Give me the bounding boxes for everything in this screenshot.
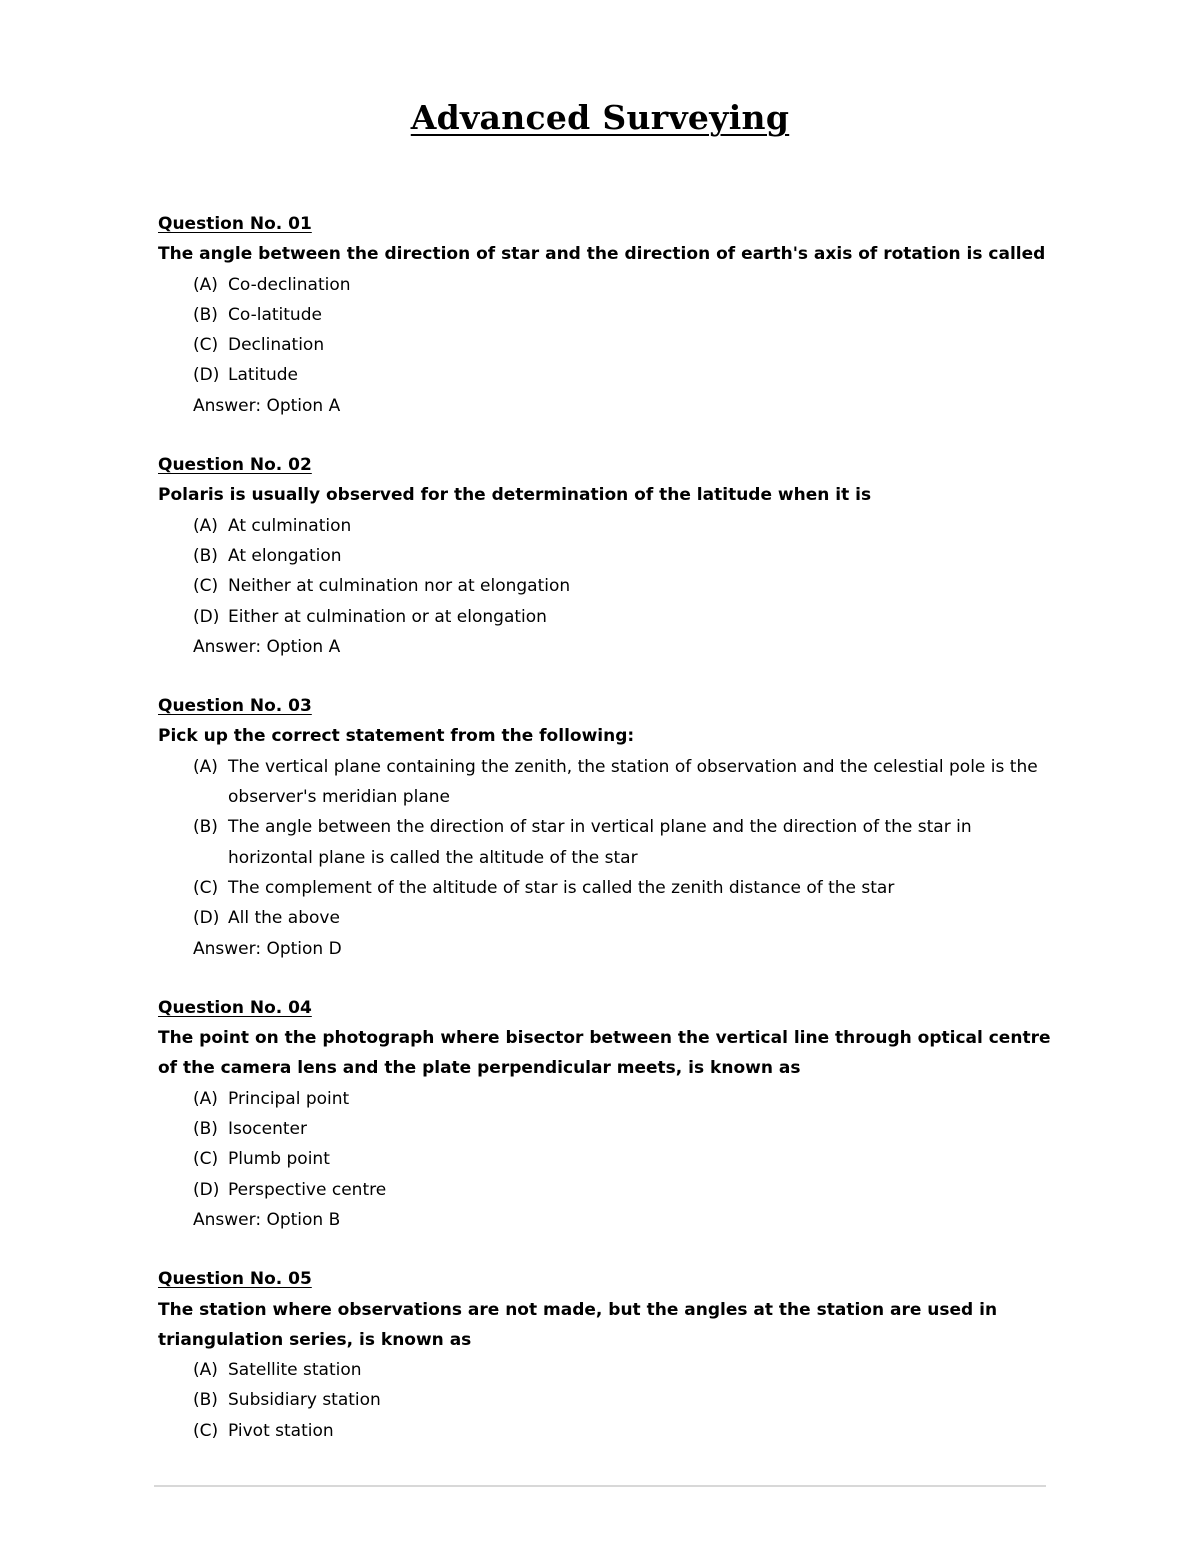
- option-letter: (B): [193, 304, 218, 325]
- option-text: Perspective centre: [228, 1179, 387, 1200]
- question-block: [158, 1264, 1058, 1446]
- option-letter: (C): [193, 335, 219, 356]
- option-letter: (C): [193, 877, 219, 898]
- question-block: [158, 993, 1058, 1235]
- option-item: [193, 1144, 1058, 1174]
- option-text: Principal point: [228, 1088, 350, 1109]
- option-letter: (D): [193, 606, 220, 627]
- option-letter: (C): [193, 1420, 219, 1441]
- option-item: [193, 752, 1058, 813]
- question-number: Question No. 04: [158, 997, 312, 1018]
- option-text: Neither at culmination nor at elongation: [228, 576, 571, 597]
- option-letter: (B): [193, 1119, 218, 1140]
- option-item: [193, 812, 1058, 873]
- option-text: The vertical plane containing the zenith, the station of observation and the celestial pole is the observer's meridian plane: [228, 756, 1038, 808]
- option-letter: (A): [193, 274, 218, 295]
- option-letter: (B): [193, 545, 218, 566]
- option-letter: (D): [193, 908, 220, 929]
- option-letter: (D): [193, 365, 220, 386]
- option-letter: (A): [193, 1088, 218, 1109]
- page-title: Advanced Surveying: [410, 98, 790, 137]
- answer-line: Answer: Option D: [193, 938, 342, 959]
- option-text: Isocenter: [228, 1119, 307, 1140]
- option-item: [193, 360, 1058, 390]
- option-text: Plumb point: [228, 1149, 330, 1170]
- option-item: [193, 330, 1058, 360]
- option-item: [193, 511, 1058, 541]
- option-list: [158, 1355, 1058, 1446]
- option-text: Latitude: [228, 365, 298, 386]
- option-item: [193, 602, 1058, 632]
- option-text: Co-latitude: [228, 304, 322, 325]
- option-text: Pivot station: [228, 1420, 334, 1441]
- question-number: Question No. 02: [158, 455, 312, 476]
- question-text: The point on the photograph where bisector between the vertical line through optical centre of the camera lens and the plate perpendicular meets, is known as: [158, 1028, 1051, 1079]
- question-block: [158, 209, 1058, 421]
- option-item: [193, 1084, 1058, 1114]
- option-letter: (B): [193, 817, 218, 838]
- question-number: Question No. 03: [158, 696, 312, 717]
- question-block: [158, 691, 1058, 964]
- option-list: [158, 270, 1058, 391]
- option-text: Co-declination: [228, 274, 351, 295]
- option-text: Either at culmination or at elongation: [228, 606, 547, 627]
- option-letter: (C): [193, 1149, 219, 1170]
- option-item: [193, 1114, 1058, 1144]
- question-text: Polaris is usually observed for the determination of the latitude when it is: [158, 485, 872, 506]
- question-text: The angle between the direction of star and the direction of earth's axis of rotation is called: [158, 244, 1046, 265]
- option-letter: (A): [193, 756, 218, 777]
- option-text: Declination: [228, 335, 325, 356]
- option-letter: (D): [193, 1179, 220, 1200]
- option-item: [193, 270, 1058, 300]
- option-item: [193, 571, 1058, 601]
- question-number: Question No. 05: [158, 1269, 312, 1290]
- option-text: All the above: [228, 908, 340, 929]
- option-list: [158, 1084, 1058, 1205]
- option-letter: (A): [193, 1360, 218, 1381]
- option-text: The complement of the altitude of star is called the zenith distance of the star: [228, 877, 895, 898]
- option-letter: (C): [193, 576, 219, 597]
- answer-line: Answer: Option B: [193, 1209, 341, 1230]
- option-item: [193, 1355, 1058, 1385]
- option-text: At elongation: [228, 545, 342, 566]
- option-text: Satellite station: [228, 1360, 362, 1381]
- option-list: [158, 511, 1058, 632]
- option-item: [193, 541, 1058, 571]
- question-text: The station where observations are not made, but the angles at the station are used in triangulation series, is known as: [158, 1299, 998, 1350]
- question-list: [158, 209, 1058, 1475]
- option-item: [193, 1385, 1058, 1415]
- option-item: [193, 873, 1058, 903]
- option-item: [193, 903, 1058, 933]
- option-text: At culmination: [228, 515, 352, 536]
- question-number: Question No. 01: [158, 214, 312, 234]
- question-text: Pick up the correct statement from the following:: [158, 726, 635, 747]
- answer-line: Answer: Option A: [193, 395, 341, 416]
- answer-line: Answer: Option A: [193, 636, 341, 657]
- option-text: Subsidiary station: [228, 1390, 381, 1411]
- option-item: [193, 1175, 1058, 1205]
- footer-divider: [154, 1485, 1046, 1487]
- question-block: [158, 450, 1058, 662]
- option-list: [158, 752, 1058, 934]
- option-text: The angle between the direction of star in vertical plane and the direction of the star in horizontal plane is called the altitude of the star: [228, 817, 972, 868]
- option-letter: (A): [193, 515, 218, 536]
- option-item: [193, 300, 1058, 330]
- option-letter: (B): [193, 1390, 218, 1411]
- option-item: [193, 1416, 1058, 1446]
